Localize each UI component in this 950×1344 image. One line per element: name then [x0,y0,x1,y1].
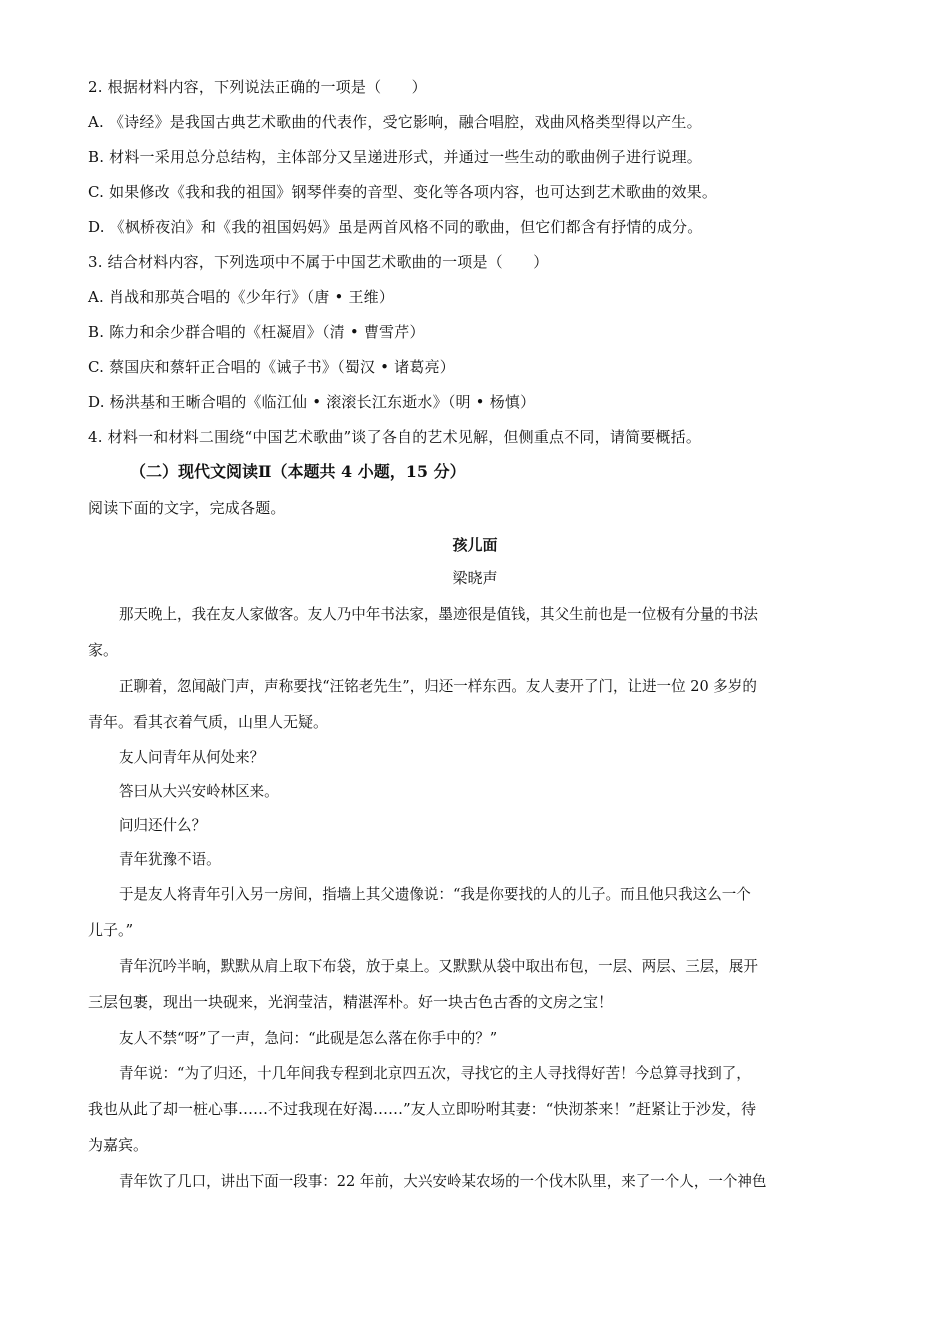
story-paragraph-8-line-1: 青年沉吟半晌，默默从肩上取下布袋，放于桌上。又默默从袋中取出布包，一层、两层、三层，展开 [118,957,758,975]
question-2-option-a: A. 《诗经》是我国古典艺术歌曲的代表作，受它影响，融合唱腔，戏曲风格类型得以产生。 [88,113,702,131]
story-paragraph-4: 答曰从大兴安岭林区来。 [118,782,279,800]
question-2-option-b: B. 材料一采用总分总结构，主体部分又呈递进形式，并通过一些生动的歌曲例子进行说理。 [88,148,702,166]
question-2-stem: 2. 根据材料内容，下列说法正确的一项是（ ） [88,78,427,96]
story-paragraph-1-line-1: 那天晚上，我在友人家做客。友人乃中年书法家，墨迹很是值钱，其父生前也是一位极有分量的书法 [118,605,758,623]
story-title: 孩儿面 [452,536,498,554]
question-3-option-b: B. 陈力和余少群合唱的《枉凝眉》（清 • 曹雪芹） [88,323,425,341]
question-2-option-d: D. 《枫桥夜泊》和《我的祖国妈妈》虽是两首风格不同的歌曲，但它们都含有抒情的成分。 [88,218,703,236]
story-author: 梁晓声 [452,569,498,587]
question-4: 4. 材料一和材料二围绕“中国艺术歌曲”谈了各自的艺术见解，但侧重点不同，请简要概括。 [88,428,702,446]
story-paragraph-10-line-3: 为嘉宾。 [88,1136,149,1154]
story-paragraph-1-line-2: 家。 [88,641,119,659]
question-2-option-c: C. 如果修改《我和我的祖国》钢琴伴奏的音型、变化等各项内容，也可达到艺术歌曲的效果。 [88,183,718,201]
story-paragraph-6: 青年犹豫不语。 [118,850,221,868]
question-3-stem: 3. 结合材料内容，下列选项中不属于中国艺术歌曲的一项是（ ） [88,253,549,271]
story-paragraph-7-line-2: 儿子。” [88,921,134,939]
question-3-option-d: D. 杨洪基和王晰合唱的《临江仙 • 滚滚长江东逝水》（明 • 杨慎） [88,393,536,411]
story-paragraph-9: 友人不禁“呀”了一声，急问：“此砚是怎么落在你手中的？” [118,1029,498,1047]
story-paragraph-8-line-2: 三层包裹，现出一块砚来，光润莹洁，精湛浑朴。好一块古色古香的文房之宝！ [88,993,614,1011]
story-paragraph-3: 友人问青年从何处来？ [118,748,265,766]
section-heading: （二）现代文阅读Ⅱ（本题共 4 小题，15 分） [130,462,466,481]
story-paragraph-10-line-1: 青年说：“为了归还，十几年间我专程到北京四五次，寻找它的主人寻找得好苦！今总算寻找到了， [118,1064,751,1082]
reading-instruction: 阅读下面的文字，完成各题。 [88,499,286,517]
question-3-option-c: C. 蔡国庆和蔡轩正合唱的《诫子书》（蜀汉 • 诸葛亮） [88,358,455,376]
story-paragraph-10-line-2: 我也从此了却一桩心事……不过我现在好渴……”友人立即吩咐其妻：“快沏茶来！”赶紧让于沙发，待 [88,1100,757,1118]
story-paragraph-11: 青年饮了几口，讲出下面一段事：22 年前，大兴安岭某农场的一个伐木队里，来了一个人，一个神色 [118,1172,767,1190]
story-paragraph-5: 问归还什么？ [118,816,207,834]
question-3-option-a: A. 肖战和那英合唱的《少年行》（唐 • 王维） [88,288,395,306]
story-paragraph-7-line-1: 于是友人将青年引入另一房间，指墙上其父遗像说：“我是你要找的人的儿子。而且他只我这么一个 [118,885,751,903]
story-paragraph-2-line-2: 青年。看其衣着气质，山里人无疑。 [88,713,329,731]
story-paragraph-2-line-1: 正聊着，忽闻敲门声，声称要找“汪铭老先生”，归还一样东西。友人妻开了门，让进一位 20 多岁的 [118,677,757,695]
